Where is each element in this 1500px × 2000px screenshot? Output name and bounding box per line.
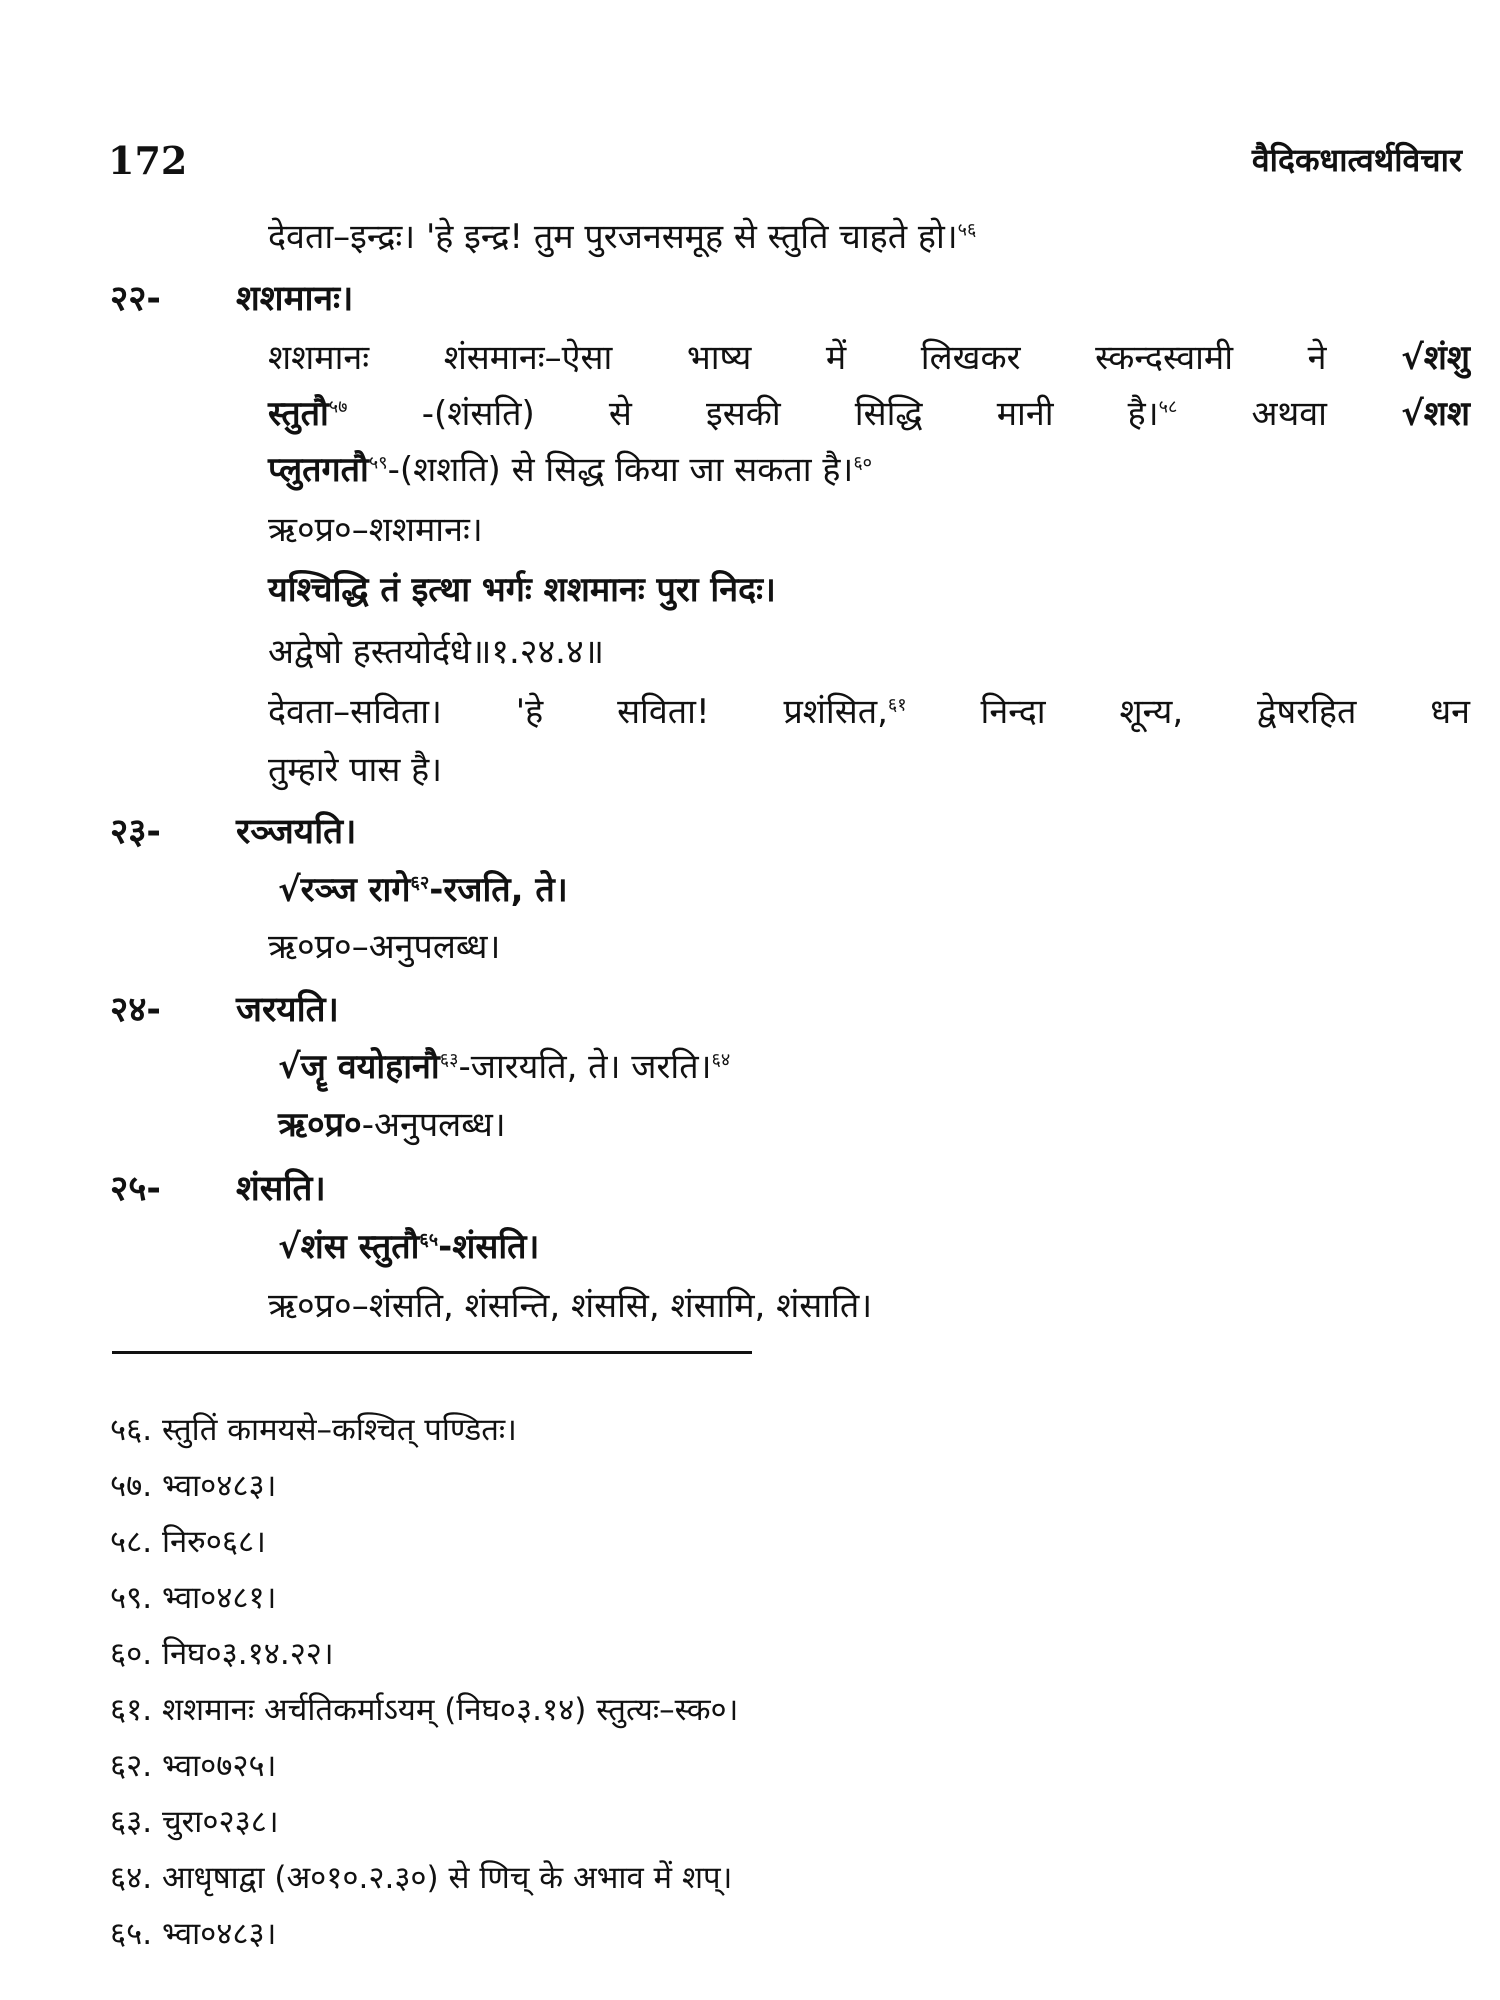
running-title: वैदिकधात्वर्थविचार — [1251, 141, 1462, 179]
section-22-heading: २२- शशमानः। — [110, 279, 354, 319]
footnote-64: ६४. आधृषाद्वा (अ०१०.२.३०) से णिच् के अभाव में शप्। — [110, 1860, 733, 1896]
footnote-65: ६५. भ्वा०४८३। — [110, 1916, 277, 1952]
s24-rigveda-usage: ऋ०प्र०-अनुपलब्ध। — [278, 1105, 506, 1145]
s22-para-line-3: प्लुतगतौ$^{५९}$-(शशति) से सिद्ध किया जा सकता है।$^{६०}$ — [268, 450, 873, 490]
s22-deity-line-1: देवता–सविता। 'हे सविता! प्रशंसित,$^{६१}$ निन्दा शून्य, द्वेषरहित धन — [268, 692, 1471, 732]
s22-para-line-2: स्तुतौ$^{५७}$ -(शंसति) से इसकी सिद्धि मानी है।$^{५८}$ अथवा √शश — [268, 394, 1470, 434]
s23-root-line: √रञ्ज रागे$^{६२}$-रजति, ते। — [278, 870, 568, 910]
section-24-heading: २४- जरयति। — [110, 990, 339, 1030]
s22-deity-line-2: तुम्हारे पास है। — [268, 750, 443, 790]
s24-root-line: √जॄ वयोहानौ$^{६३}$-जारयति, ते। जरति।$^{६४}$ — [278, 1047, 731, 1087]
section-25-heading: २५- शंसति। — [110, 1169, 326, 1209]
s22-verse-line-1: यश्चिद्धि तं इत्था भर्गः शशमानः पुरा निदः। — [268, 570, 776, 610]
footnote-61: ६१. शशमानः अर्चतिकर्माऽयम् (निघ०३.१४) स्तुत्यः–स्क०। — [110, 1692, 739, 1728]
footnote-59: ५९. भ्वा०४८१। — [110, 1580, 277, 1616]
footnote-63: ६३. चुरा०२३८। — [110, 1804, 279, 1840]
footnote-56: ५६. स्तुतिं कामयसे–कश्चित् पण्डितः। — [110, 1412, 517, 1448]
s23-rigveda-usage: ऋ०प्र०–अनुपलब्ध। — [268, 927, 501, 967]
page-number: 172 — [108, 138, 188, 183]
s25-rigveda-usage: ऋ०प्र०–शंसति, शंसन्ति, शंससि, शंसामि, शंसाति। — [268, 1286, 873, 1326]
footnote-58: ५८. निरु०६८। — [110, 1524, 266, 1560]
deity-line-indra: देवता–इन्द्रः। 'हे इन्द्र! तुम पुरजनसमूह से स्तुति चाहते हो।$^{५६}$ — [268, 217, 977, 257]
footnote-60: ६०. निघ०३.१४.२२। — [110, 1636, 334, 1672]
footnote-divider — [112, 1351, 752, 1354]
footnote-57: ५७. भ्वा०४८३। — [110, 1468, 277, 1504]
s22-verse-line-2: अद्वेषो हस्तयोर्दधे॥१.२४.४॥ — [268, 632, 605, 672]
footnote-62: ६२. भ्वा०७२५। — [110, 1748, 277, 1784]
s22-para-line-1: शशमानः शंसमानः–ऐसा भाष्य में लिखकर स्कन्दस्वामी ने √शंशु — [268, 338, 1470, 378]
s22-rigveda-usage: ऋ०प्र०–शशमानः। — [268, 510, 483, 550]
section-23-heading: २३- रञ्जयति। — [110, 812, 357, 852]
s25-root-line: √शंस स्तुतौ$^{६५}$-शंसति। — [278, 1227, 540, 1267]
